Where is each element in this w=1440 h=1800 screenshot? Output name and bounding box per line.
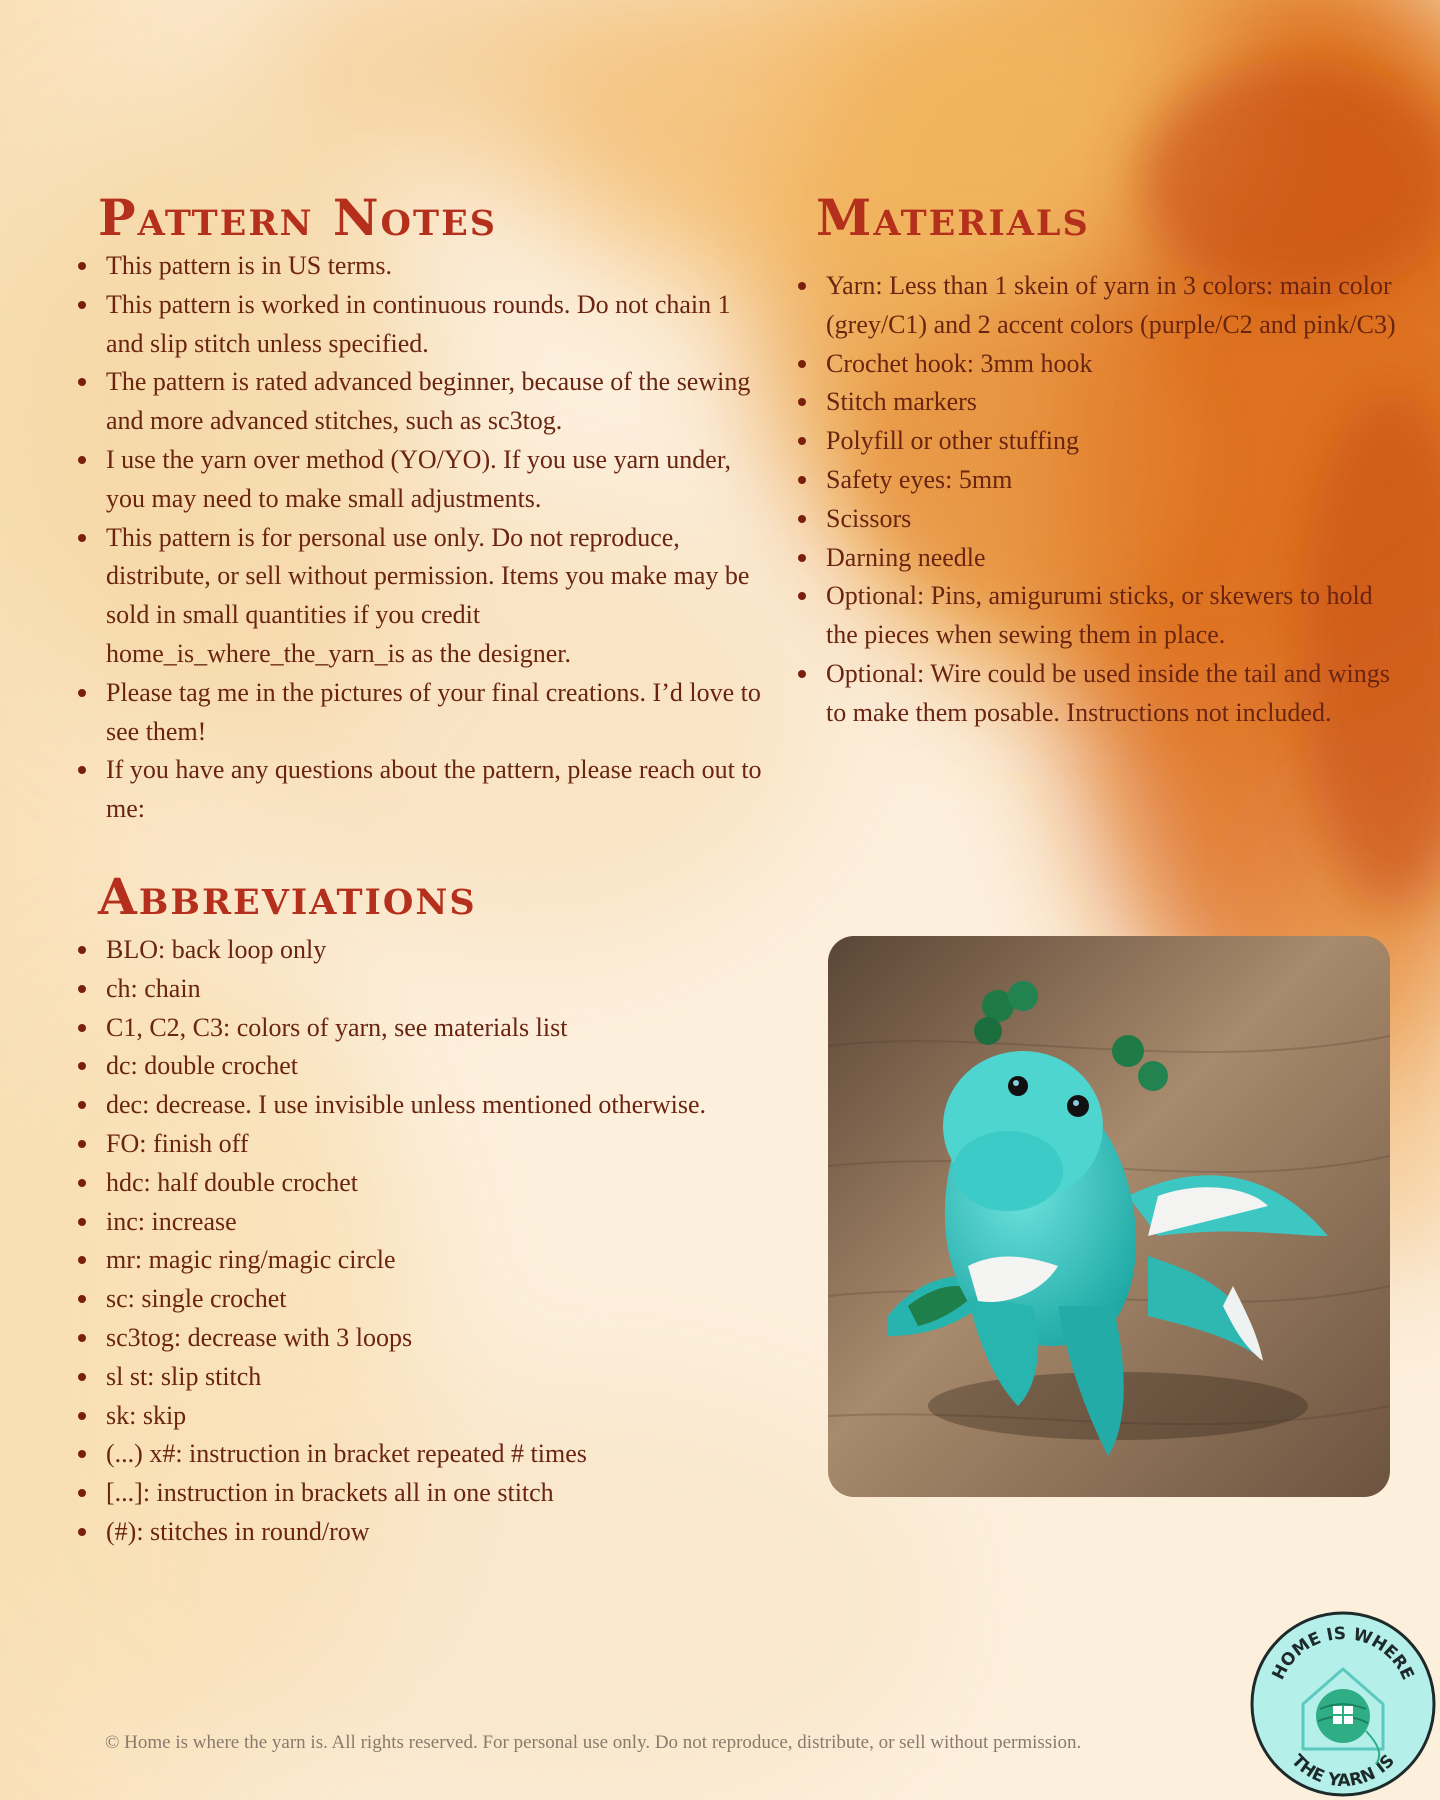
list-item: dc: double crochet [78,1047,798,1086]
list-item: Optional: Wire could be used inside the tail and wings to make them posable. Instructions not included. [798,655,1398,733]
list-item: mr: magic ring/magic circle [78,1241,798,1280]
list-item: Optional: Pins, amigurumi sticks, or skewers to hold the pieces when sewing them in place. [798,577,1398,655]
list-item: FO: finish off [78,1125,798,1164]
materials-list [798,267,1398,733]
list-item: BLO: back loop only [78,931,798,970]
list-item: Polyfill or other stuffing [798,422,1398,461]
list-item: Crochet hook: 3mm hook [798,345,1398,384]
abbreviations-list [78,931,798,1552]
list-item: dec: decrease. I use invisible unless mentioned otherwise. [78,1086,798,1125]
list-item: sl st: slip stitch [78,1358,798,1397]
list-item: (...) x#: instruction in bracket repeated # times [78,1435,798,1474]
list-item: inc: increase [78,1203,798,1242]
list-item: Yarn: Less than 1 skein of yarn in 3 colors: main color (grey/C1) and 2 accent colors (purple/C2 and pink/C3) [798,267,1398,345]
list-item: sk: skip [78,1397,798,1436]
list-item: This pattern is worked in continuous rounds. Do not chain 1 and slip stitch unless specified. [78,286,768,364]
pattern-notes-heading: Pattern Notes [98,188,498,247]
list-item: Stitch markers [798,383,1398,422]
pattern-notes-list [78,247,768,829]
list-item: The pattern is rated advanced beginner, because of the sewing and more advanced stitches, such as sc3tog. [78,363,768,441]
list-item: Please tag me in the pictures of your final creations. I’d love to see them! [78,674,768,752]
list-item: Darning needle [798,539,1398,578]
list-item: This pattern is for personal use only. Do not reproduce, distribute, or sell without permission. Items you make may be sold in small quantities if you credit home_is_where_the_yarn_is as the designer. [78,519,768,674]
copyright-footer: © Home is where the yarn is. All rights reserved. For personal use only. Do not reproduce, distribute, or sell without permission. [105,1732,1082,1753]
list-item: [...]: instruction in brackets all in one stitch [78,1474,798,1513]
home-is-where-the-yarn-is-logo [1248,1609,1438,1799]
list-item: (#): stitches in round/row [78,1513,798,1552]
logo-text-bottom: THE YARN IS [1287,1750,1399,1792]
list-item: sc: single crochet [78,1280,798,1319]
list-item: This pattern is in US terms. [78,247,768,286]
list-item: If you have any questions about the pattern, please reach out to me: [78,751,768,829]
list-item: I use the yarn over method (YO/YO). If you use yarn under, you may need to make small adjustments. [78,441,768,519]
dragon-amigurumi-photo [828,936,1390,1497]
list-item: C1, C2, C3: colors of yarn, see materials list [78,1009,798,1048]
list-item: Scissors [798,500,1398,539]
materials-heading: Materials [816,188,1090,247]
list-item: hdc: half double crochet [78,1164,798,1203]
list-item: ch: chain [78,970,798,1009]
abbreviations-heading: Abbreviations [98,867,477,926]
list-item: sc3tog: decrease with 3 loops [78,1319,798,1358]
list-item: Safety eyes: 5mm [798,461,1398,500]
logo-text-top: HOME IS WHERE [1268,1623,1418,1684]
